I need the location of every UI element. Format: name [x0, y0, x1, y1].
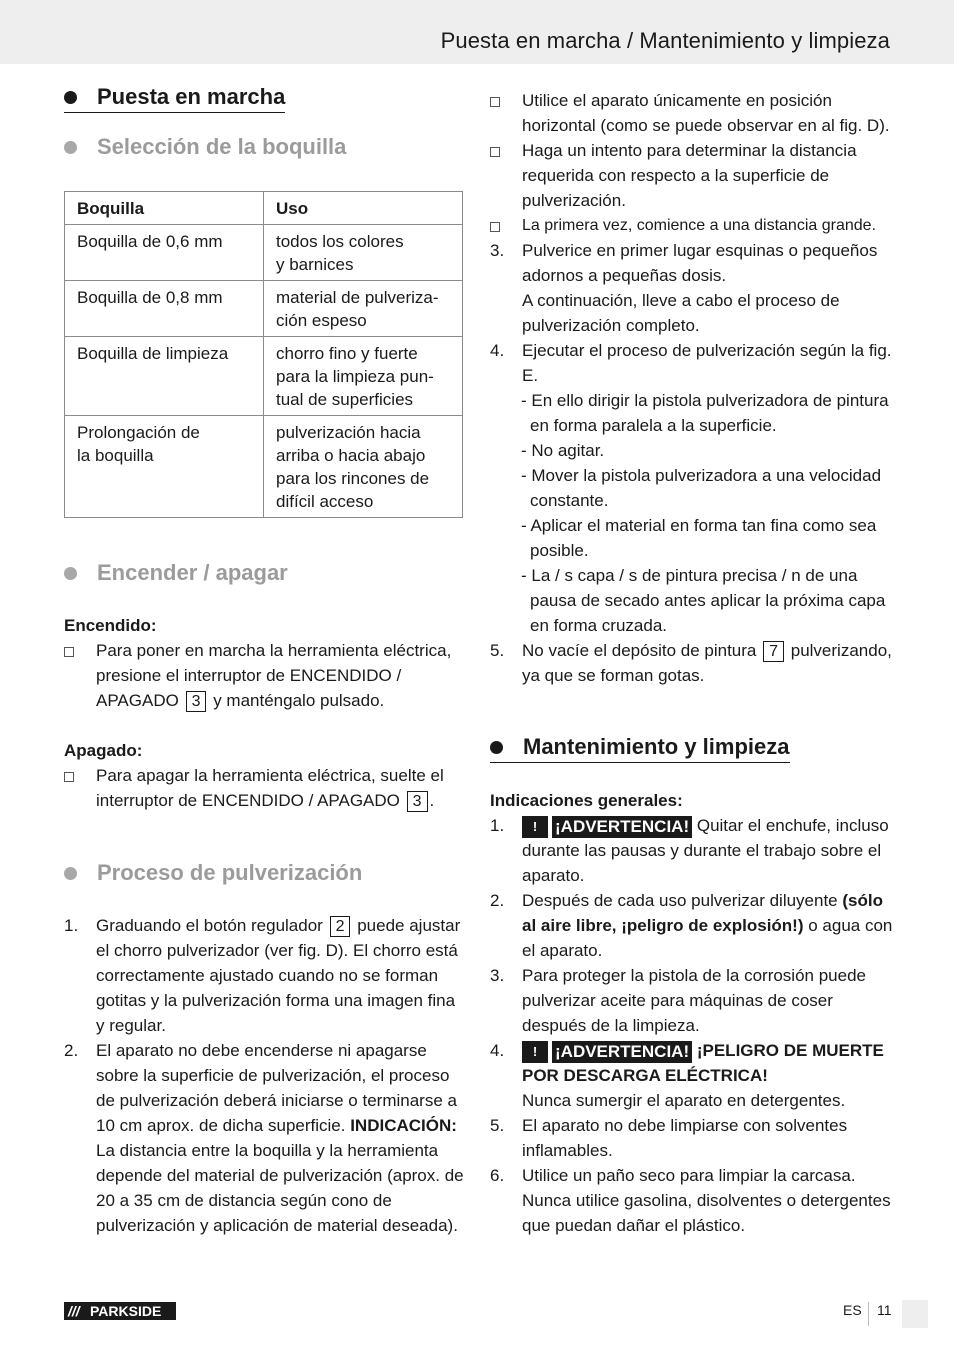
bullet-dot-icon — [64, 141, 77, 154]
list-item: 3. Pulverice en primer lugar esquinas o pequeños adornos a pequeñas dosis. A continuación, lleve a cabo el proceso de pulverización completo. — [490, 241, 878, 335]
warning-triangle-icon: ! — [522, 816, 548, 838]
brand-name: PARKSIDE — [90, 1303, 162, 1319]
bullet-dot-icon — [490, 741, 503, 754]
part-number-box: 2 — [330, 916, 351, 937]
checkbox-square-icon — [64, 772, 74, 782]
table-row — [65, 225, 463, 281]
list-item: Haga un intento para determinar la distancia requerida con respecto a la superficie de pulverización. — [490, 138, 894, 213]
dash-item: - No agitar. — [521, 441, 605, 460]
heading-encender-apagar: Encender / apagar — [64, 560, 288, 586]
dash-item: - En ello dirigir la pistola pulverizadora de pintura en forma paralela a la superficie. — [521, 391, 889, 435]
list-item: 1. ! ¡ADVERTENCIA! Quitar el enchufe, incluso durante las pausas y durante el trabajo sobre el aparato. — [490, 816, 889, 885]
note-label: INDICACIÓN: — [350, 1116, 457, 1135]
page-tab-marker — [902, 1300, 928, 1328]
heading-puesta-en-marcha: Puesta en marcha — [64, 84, 285, 113]
list-item: Para apagar la herramienta eléctrica, suelte el interruptor de ENCENDIDO / APAGADO 3 . — [64, 763, 464, 813]
footer-divider — [868, 1302, 869, 1326]
table-cell: Prolongación de la boquilla — [65, 416, 264, 518]
indicaciones-label: Indicaciones generales: — [490, 791, 683, 810]
table-row — [65, 416, 463, 518]
page-title: Puesta en marcha / Mantenimiento y limpieza — [440, 28, 890, 53]
list-item: 4. Ejecutar el proceso de pulverización según la fig. E. — [490, 341, 892, 385]
list-item: 3. Para proteger la pistola de la corrosión puede pulverizar aceite para máquinas de coser después de la limpieza. — [490, 966, 866, 1035]
checkbox-square-icon — [490, 222, 500, 232]
table-cell: chorro fino y fuerte para la limpieza pun- tual de superficies — [264, 337, 463, 416]
checkbox-square-icon — [490, 97, 500, 107]
part-number-box: 3 — [407, 791, 428, 812]
dash-item: - Mover la pistola pulverizadora a una velocidad constante. — [521, 466, 882, 510]
table-cell: material de pulveriza- ción espeso — [264, 281, 463, 337]
list-item: Utilice el aparato únicamente en posición horizontal (como se puede observar en al fig. D). — [490, 88, 894, 138]
encendido-label: Encendido: — [64, 616, 157, 635]
language-code: ES — [843, 1302, 862, 1318]
heading-proceso-pulverizacion: Proceso de pulverización — [64, 860, 362, 886]
nozzle-table — [64, 191, 463, 518]
page-number: 11 — [877, 1302, 892, 1318]
part-number-box: 7 — [763, 641, 784, 662]
parkside-logo — [64, 1302, 176, 1320]
checkbox-square-icon — [64, 647, 74, 657]
table-header: Uso — [264, 192, 463, 225]
table-header: Boquilla — [65, 192, 264, 225]
bullet-dot-icon — [64, 91, 77, 104]
apagado-label: Apagado: — [64, 741, 143, 760]
table-cell: Boquilla de limpieza — [65, 337, 264, 416]
list-item: 5. No vacíe el depósito de pintura 7 pulverizando, ya que se forman gotas. — [490, 641, 892, 685]
list-item: 4. ! ¡ADVERTENCIA! ¡PELIGRO DE MUERTE POR DESCARGA ELÉCTRICA! Nunca sumergir el aparato en detergentes. — [490, 1041, 884, 1110]
heading-seleccion-boquilla: Selección de la boquilla — [64, 134, 346, 160]
checkbox-square-icon — [490, 147, 500, 157]
page-header — [0, 0, 954, 64]
dash-item: - La / s capa / s de pintura precisa / n de una pausa de secado antes aplicar la próxima capa en forma cruzada. — [521, 566, 886, 635]
warning-badge: ¡ADVERTENCIA! — [552, 1041, 692, 1063]
table-cell: Boquilla de 0,8 mm — [65, 281, 264, 337]
dash-item: - Aplicar el material en forma tan fina como sea posible. — [521, 516, 877, 560]
table-cell: todos los colores y barnices — [264, 225, 463, 281]
list-item: 2. Después de cada uso pulverizar diluyente (sólo al aire libre, ¡peligro de explosión!) o agua con el aparato. — [490, 891, 893, 960]
warning-badge: ¡ADVERTENCIA! — [552, 816, 692, 838]
list-item: 2. El aparato no debe encenderse ni apagarse sobre la superficie de pulverización, el proceso de pulverización deberá iniciarse o terminarse a 10 cm aprox. de dicha superficie. INDICACIÓN: La distancia entre la boquilla y la herramienta depende del material de pulverización (aprox. de 20 a 35 cm de distancia según cono de pulverización y aplicación de material deseada). — [64, 1041, 464, 1235]
bullet-dot-icon — [64, 867, 77, 880]
list-item: Para poner en marcha la herramienta eléctrica, presione el interruptor de ENCENDIDO / APAGADO 3 y manténgalo pulsado. — [64, 638, 464, 713]
table-row — [65, 281, 463, 337]
logo-stripes: /// — [68, 1303, 80, 1319]
list-item: 5. El aparato no debe limpiarse con solventes inflamables. — [490, 1116, 848, 1160]
list-item: La primera vez, comience a una distancia grande. — [490, 213, 894, 238]
list-item: 6. Utilice un paño seco para limpiar la carcasa. Nunca utilice gasolina, disolventes o detergentes que puedan dañar el plástico. — [490, 1166, 891, 1235]
part-number-box: 3 — [186, 691, 207, 712]
bullet-dot-icon — [64, 567, 77, 580]
warning-triangle-icon: ! — [522, 1041, 548, 1063]
table-row — [65, 337, 463, 416]
list-item: 1. Graduando el botón regulador 2 puede ajustar el chorro pulverizador (ver fig. D). El chorro está correctamente ajustado cuando no se forman gotitas y la pulverización forma una imagen fina y regular. — [64, 916, 461, 1035]
table-cell: Boquilla de 0,6 mm — [65, 225, 264, 281]
table-cell: pulverización hacia arriba o hacia abajo para los rincones de difícil acceso — [264, 416, 463, 518]
heading-mantenimiento: Mantenimiento y limpieza — [490, 734, 790, 763]
